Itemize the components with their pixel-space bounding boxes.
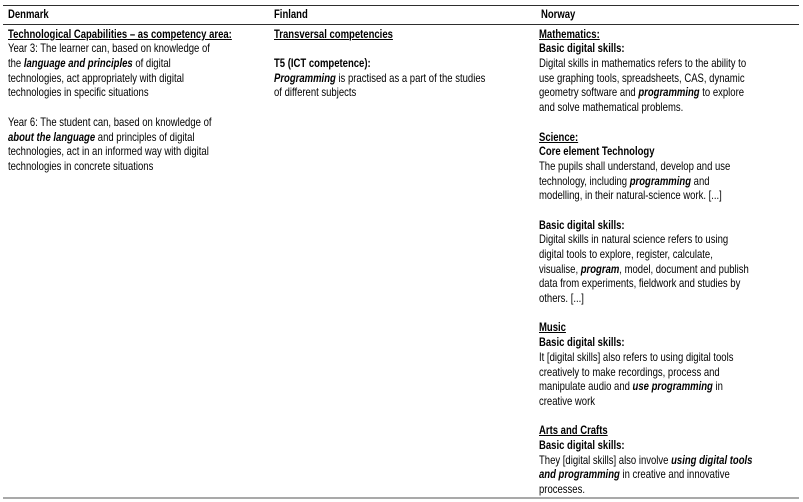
text-line	[539, 42, 752, 57]
column-header-denmark	[3, 8, 274, 23]
text-run: Core element Technology	[538, 145, 655, 159]
text-line	[539, 233, 752, 248]
text-line	[539, 351, 752, 366]
column-denmark	[3, 28, 274, 497]
blank-line	[274, 42, 491, 57]
text-run: and solve mathematical problems.	[538, 101, 683, 115]
text-line	[539, 72, 752, 87]
text-line	[274, 86, 491, 101]
text-line	[8, 116, 226, 131]
text-line	[539, 175, 752, 190]
blank-line	[539, 204, 752, 219]
text-line	[8, 86, 226, 101]
text-line	[539, 57, 752, 72]
text-line	[539, 86, 752, 101]
text-run: They [digital skills] also involve	[538, 453, 671, 467]
text-run: programming	[629, 174, 691, 188]
text-line	[539, 160, 752, 175]
text-run: creative work	[538, 394, 595, 408]
text-run: in creative and innovative	[619, 468, 730, 482]
text-run: Digital skills in mathematics refers to the ability to	[538, 57, 746, 71]
text-line	[8, 27, 232, 43]
text-line	[539, 321, 752, 336]
text-line	[539, 336, 752, 351]
text-line	[539, 219, 752, 234]
text-run: data from experiments, fieldwork and studies by	[538, 277, 741, 291]
table-body-row	[3, 25, 799, 499]
text-line	[539, 28, 752, 43]
text-run: modelling, in their natural-science work. [...]	[538, 189, 722, 203]
text-run: Digital skills in natural science refers to using	[538, 233, 728, 247]
text-line	[274, 72, 491, 87]
blank-line	[539, 307, 752, 322]
text-run: programming	[638, 86, 700, 100]
text-line	[539, 439, 752, 454]
text-run: Programming	[274, 71, 336, 85]
text-run: Basic digital skills:	[538, 438, 625, 452]
text-run: and	[690, 174, 710, 188]
text-run: Arts and Crafts	[538, 424, 608, 438]
text-line	[539, 277, 752, 292]
text-run: Basic digital skills:	[538, 336, 625, 350]
column-header-norway	[541, 8, 799, 23]
text-line	[8, 42, 226, 57]
text-run: in	[712, 380, 723, 394]
text-run: Transversal competencies	[274, 27, 393, 41]
text-line	[539, 366, 752, 381]
text-run: technologies in specific situations	[8, 86, 149, 100]
text-run: to explore	[699, 86, 744, 100]
text-run: processes.	[538, 483, 585, 496]
text-run: Year 6: The student can, based on knowledge of	[8, 115, 212, 129]
blank-line	[539, 116, 752, 131]
text-line	[539, 189, 752, 204]
text-line	[8, 160, 226, 175]
text-run: It [digital skills] also refers to using digital tools	[538, 350, 734, 364]
table-header-row	[3, 5, 799, 25]
text-run: the	[8, 57, 24, 71]
text-line	[539, 380, 752, 395]
text-line	[539, 101, 752, 116]
text-line	[539, 131, 752, 146]
text-run: geometry software and	[538, 86, 639, 100]
text-line	[539, 395, 752, 410]
text-line	[539, 483, 752, 498]
column-header-label: Finland	[274, 8, 308, 21]
text-line	[539, 248, 752, 263]
text-run: technologies in concrete situations	[8, 159, 154, 173]
text-run: using digital tools	[670, 453, 753, 467]
text-run: use programming	[632, 380, 713, 394]
text-line	[539, 424, 752, 439]
column-header-label: Norway	[541, 8, 576, 21]
text-run: Science:	[538, 130, 578, 144]
text-run: T5 (ICT competence):	[274, 57, 371, 71]
text-run: use graphing tools, spreadsheets, CAS, dynamic	[538, 71, 745, 85]
text-run: is practised as a part of the studies	[335, 71, 486, 85]
text-run: The pupils shall understand, develop and use	[538, 159, 731, 173]
text-run: creatively to make recordings, process and	[538, 365, 720, 379]
text-run: Year 3: The learner can, based on knowledge of	[8, 42, 210, 56]
text-run: digital tools to explore, register, calculate,	[538, 248, 713, 261]
column-norway	[539, 28, 799, 497]
column-finland	[274, 28, 539, 497]
text-run: Basic digital skills:	[538, 42, 625, 56]
text-run: and principles of digital	[95, 130, 195, 144]
text-line	[539, 292, 752, 307]
text-run: Basic digital skills:	[538, 218, 625, 232]
text-line	[539, 468, 752, 483]
text-run: language and principles	[23, 57, 133, 71]
text-line	[8, 131, 226, 146]
text-run: technologies, act appropriately with digital	[8, 71, 184, 85]
text-run: Music	[538, 321, 566, 335]
text-run: others. [...]	[538, 292, 584, 306]
blank-line	[8, 101, 226, 116]
column-header-finland	[274, 8, 541, 23]
text-run: manipulate audio and	[538, 380, 633, 394]
text-line	[274, 28, 491, 43]
text-run: of different subjects	[274, 86, 357, 100]
text-line	[8, 72, 226, 87]
text-run: program	[580, 262, 620, 276]
text-run: about the language	[8, 130, 96, 144]
text-run: technology, including	[538, 174, 630, 188]
text-run: Mathematics:	[538, 27, 600, 41]
text-line	[8, 57, 226, 72]
text-run: , model, document and publish	[619, 262, 749, 276]
text-line	[539, 263, 752, 278]
text-line	[539, 454, 752, 469]
text-run: Technological Capabilities – as competency area:	[8, 27, 232, 41]
text-run: of digital	[132, 57, 171, 71]
comparison-table	[3, 5, 799, 499]
text-run: technologies, act in an informed way with digital	[8, 145, 209, 159]
text-line	[539, 145, 752, 160]
blank-line	[539, 410, 752, 425]
column-header-label: Denmark	[8, 8, 49, 21]
text-line	[274, 57, 491, 72]
text-run: visualise,	[538, 262, 581, 276]
text-run: and programming	[538, 468, 620, 482]
text-line	[8, 145, 226, 160]
